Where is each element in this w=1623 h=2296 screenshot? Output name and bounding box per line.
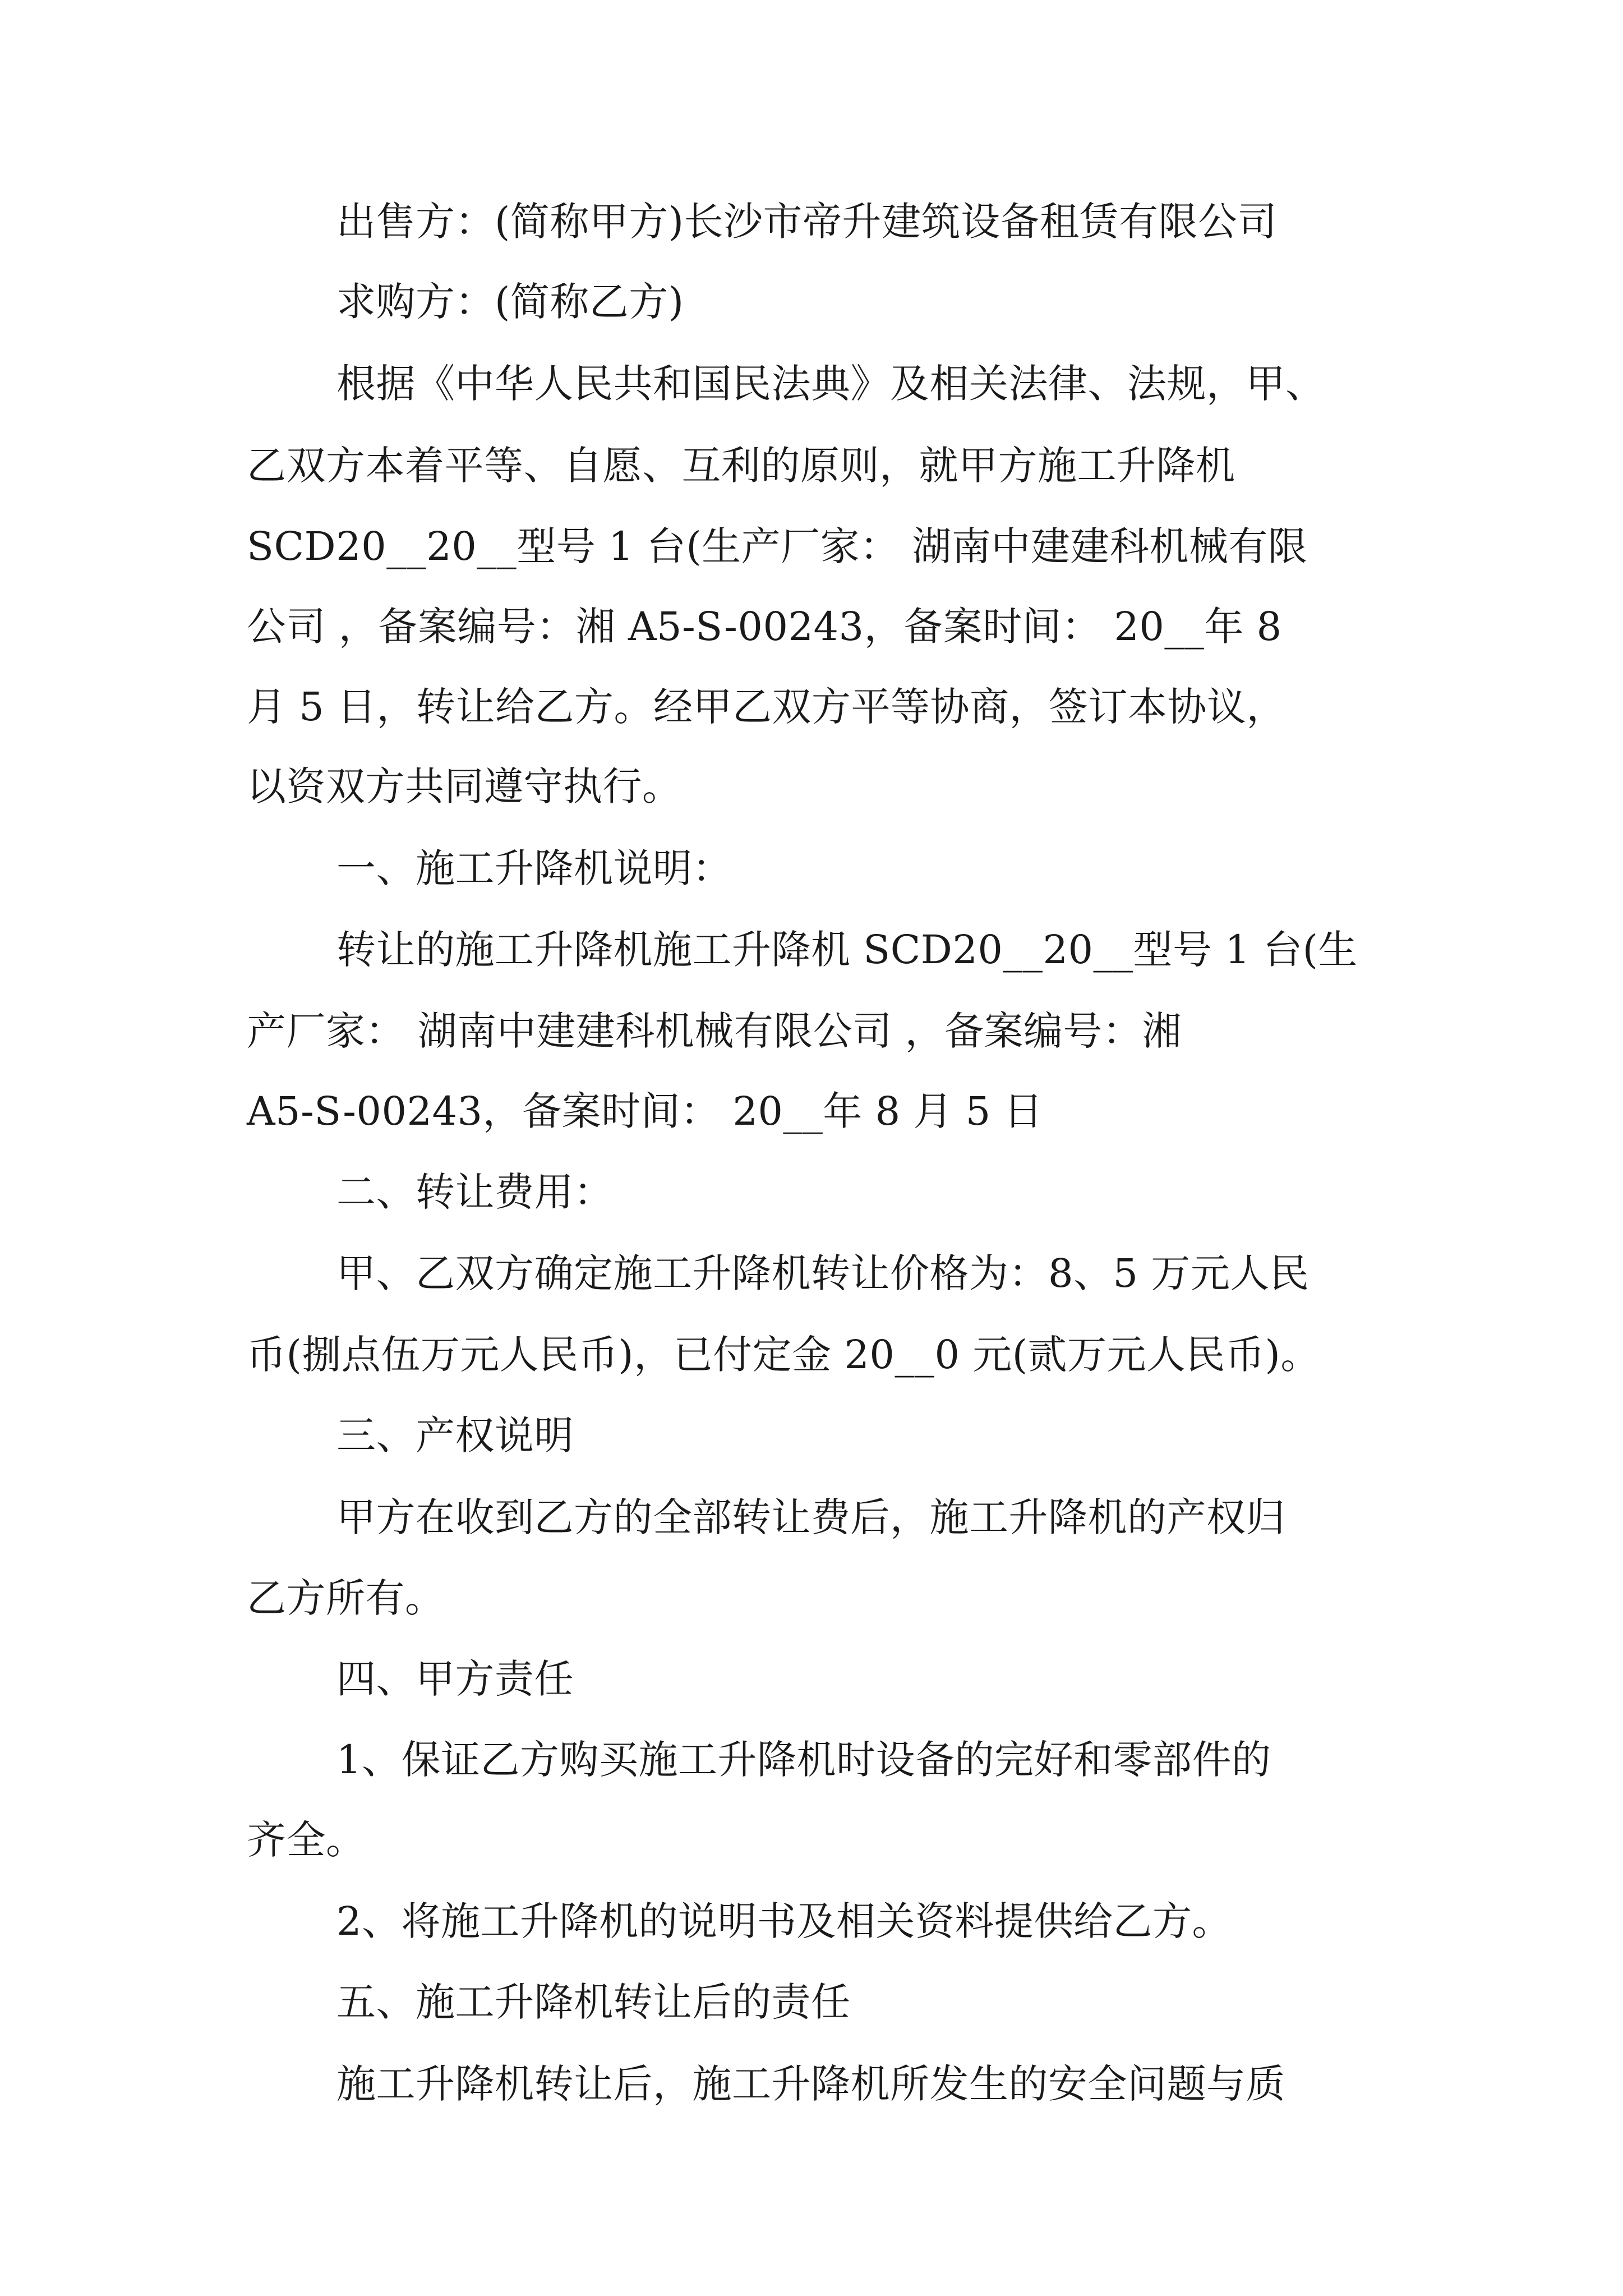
section-1-heading: 一、施工升降机说明： [336,845,732,891]
section-4-item-1-line-1: 1、保证乙方购买施工升降机时设备的完好和零部件的 [336,1737,1271,1783]
seller-line: 出售方：(简称甲方)长沙市帝升建筑设备租赁有限公司 [336,199,1278,245]
preamble-line-1: 根据《中华人民共和国民法典》及相关法律、法规，甲、 [336,361,1325,407]
section-4-item-2: 2、将施工升降机的说明书及相关资料提供给乙方。 [336,1898,1232,1944]
section-2-heading: 二、转让费用： [336,1169,614,1215]
section-1-line-1: 转让的施工升降机施工升降机 SCD20__20__型号 1 台(生 [336,927,1358,973]
buyer-line: 求购方：(简称乙方) [336,279,684,325]
section-4-heading: 四、甲方责任 [336,1656,574,1702]
section-5-heading: 五、施工升降机转让后的责任 [336,1979,851,2025]
section-3-heading: 三、产权说明 [336,1412,574,1458]
preamble-line-3: SCD20__20__型号 1 台(生产厂家： 湖南中建建科机械有限 [247,523,1308,569]
preamble-line-5: 月 5 日，转让给乙方。经甲乙双方平等协商，签订本协议， [247,684,1287,730]
section-3-line-2: 乙方所有。 [247,1575,445,1621]
section-1-line-3: A5-S-00243，备案时间： 20__年 8 月 5 日 [247,1088,1043,1134]
section-3-line-1: 甲方在收到乙方的全部转让费后，施工升降机的产权归 [336,1494,1285,1540]
preamble-line-4: 公司 ，备案编号：湘 A5-S-00243，备案时间： 20__年 8 [247,604,1282,650]
section-5-line-1: 施工升降机转让后，施工升降机所发生的安全问题与质 [336,2061,1285,2107]
preamble-line-6: 以资双方共同遵守执行。 [247,763,682,809]
section-2-line-1: 甲、乙双方确定施工升降机转让价格为：8、5 万元人民 [336,1250,1310,1296]
section-2-line-2: 币(捌点伍万元人民币)，已付定金 20__0 元(贰万元人民币)。 [247,1332,1320,1378]
section-4-item-1-line-2: 齐全。 [247,1817,366,1863]
section-1-line-2: 产厂家： 湖南中建建科机械有限公司 ，备案编号：湘 [247,1008,1182,1054]
preamble-line-2: 乙双方本着平等、自愿、互利的原则，就甲方施工升降机 [247,443,1235,489]
